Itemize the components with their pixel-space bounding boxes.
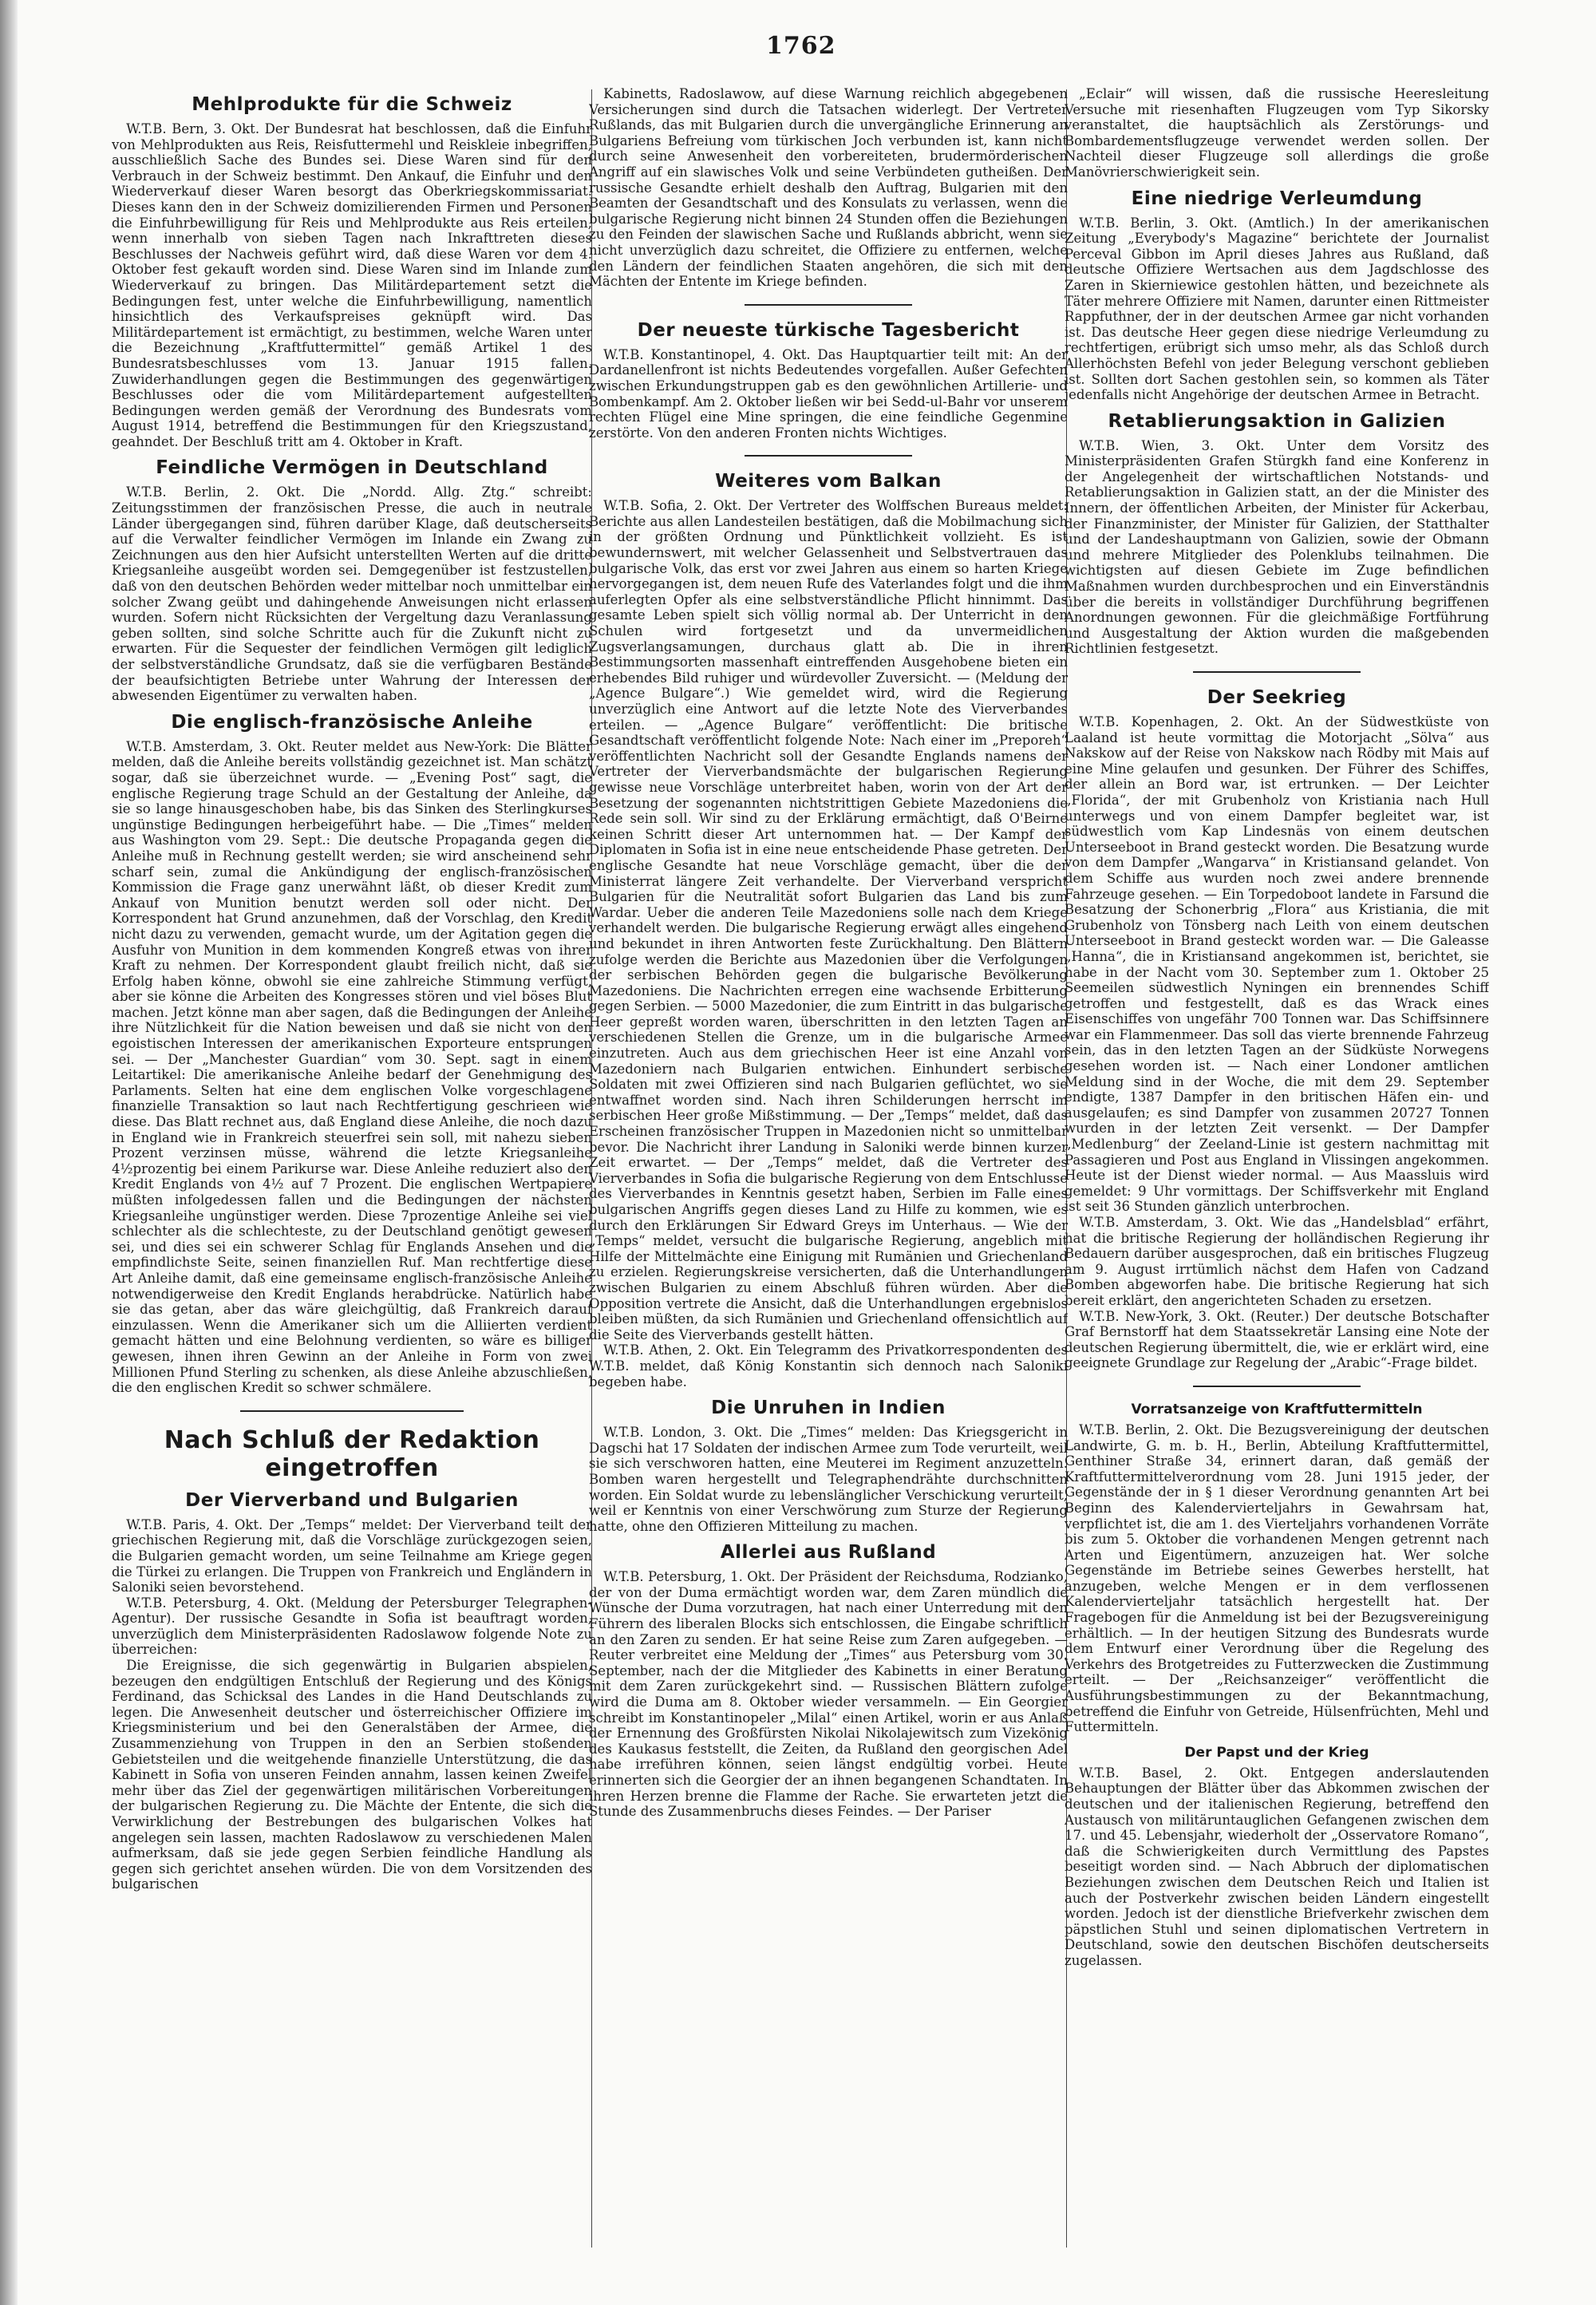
- article-kraftfuttermittel: [1065, 1402, 1489, 1735]
- article-title: Mehlprodukte für die Schweiz: [192, 94, 512, 115]
- article-body: W.T.B. Wien, 3. Okt. Unter dem Vorsitz des Ministerpräsidenten Grafen Stürgkh fand eine Konferenz in der Angelegenheit der wirtschaftlichen Notstands- und Retablierungsaktion in Galizien statt, an der die Minister des Innern, der öffentlichen Arbeiten, der Minister für Ackerbau, der Finanzminister, der Minister für Galizien, der Statthalter und der Landeshauptmann von Galizien, sowie der Obmann und mehrere Mitglieder des Polenklubs teilnahmen. Die wichtigsten auf diesen Gebiete im Zuge befindlichen Maßnahmen wurden durchbesprochen und ein Einverständnis über die bereits in vollständiger Durchführung begriffenen Anordnungen gewonnen. Für die gleichmäßige Fortführung und Ausgestaltung der Aktion wurden die maßgebenden Richtlinien festgesetzt.: [1065, 437, 1489, 657]
- scan-binding-edge: [0, 0, 18, 2305]
- article-body: W.T.B. Konstantinopel, 4. Okt. Das Hauptquartier teilt mit: An der Dardanellenfront ist nichts Bedeutendes vorgefallen. Außer Gefechten zwischen Erkundungstruppen gab es den gewöhnlichen Artillerie- und Bombenkampf. Am 2. Oktober ließen wir bei Sedd-ul-Bahr vor unserem rechten Flügel eine Mine springen, die eine feindliche Gegenmine zerstörte. Von den anderen Fronten nichts Wichtiges.: [589, 346, 1068, 441]
- column-3: [1065, 86, 1489, 2257]
- article-body: W.T.B. Berlin, 3. Okt. (Amtlich.) In der amerikanischen Zeitung „Everybody's Magazine“ berichtete der Journalist Perceval Gibbon im April dieses Jahres aus Rußland, daß deutsche Offiziere Wertsachen aus dem Jagdschlosse des Zaren in Skierniewice gestohlen hätten, und bezeichnete als Täter mehrere Offiziere mit Namen, darunter einen Rittmeister Rappfuthner, der in der deutschen Armee gar nicht vorhanden ist. Das deutsche Heer gegen diese niedrige Verleumdung zu rechtfertigen, erübrigt sich umso mehr, als das Schloß durch Allerhöchsten Befehl von jeder Belegung verschont geblieben ist. Sollten dort Sachen gestohlen sein, so kommen als Täter jedenfalls nicht Angehörige der deutschen Armee in Betracht.: [1065, 215, 1489, 403]
- article-body: W.T.B. London, 3. Okt. Die „Times“ melden: Das Kriegsgericht in Dagschi hat 17 Soldaten der indischen Armee zum Tode verurteilt, weil sie sich verschworen hatten, eine Meuterei im Regiment anzuzetteln. Bomben waren hergestellt und Telegraphendrähte durchschnitten worden. Ein Soldat wurde zu lebenslänglicher Verschickung verurteilt, weil er Kenntnis von einer Verschwörung zum Sturze der Regierung hatte, ohne den Offizieren Mitteilung zu machen.: [589, 1425, 1068, 1534]
- article-title: Eine niedrige Verleumdung: [1131, 188, 1423, 209]
- article-mehlprodukte: [112, 94, 592, 449]
- article-body: W.T.B. Athen, 2. Okt. Ein Telegramm des Privatkorrespondenten des W.T.B. meldet, daß König Konstantin sich dennoch nach Saloniki begeben habe.: [589, 1342, 1068, 1390]
- article-title: Vorratsanzeige von Kraftfuttermitteln: [1131, 1401, 1423, 1417]
- article-body: Kabinetts, Radoslawow, auf diese Warnung reichlich abgegebenen Versicherungen sind durch die Tatsachen widerlegt. Der Vertreter Rußlands, das mit Bulgarien durch die unvergängliche Erinnerung an Bulgariens Befreiung vom türkischen Joch verbunden ist, kann nicht durch seine Anwesenheit den vorbereiteten, brudermörderischen Angriff auf ein slawisches Volk und seine Verbündeten gutheißen. Der russische Gesandte erhielt deshalb den Auftrag, Bulgarien mit den Beamten der Gesandtschaft und des Konsulats zu verlassen, wenn die bulgarische Regierung nicht binnen 24 Stunden offen die Beziehungen zu den Feinden der slawischen Sache und Rußlands abbricht, wenn sie nicht unverzüglich dazu schreitet, die Offiziere zu entfernen, welche den Ländern der feindlichen Staaten angehören, die sich mit den Mächten der Entente im Kriege befinden.: [589, 86, 1068, 290]
- article-title: Der Vierverband und Bulgarien: [185, 1489, 519, 1511]
- article-balkan: [589, 471, 1068, 1390]
- article-title: Feindliche Vermögen in Deutschland: [156, 457, 548, 479]
- article-divider: [1193, 1386, 1361, 1387]
- article-body: W.T.B. Amsterdam, 3. Okt. Reuter meldet aus New-York: Die Blätter melden, daß die Anleihe bereits vollständig gezeichnet ist. Man schätzt sogar, daß sie überzeichnet wurde. — „Evening Post“ sagt, die englische Regierung trage Schuld an der Gestaltung der Anleihe, da sie so lange hinausgeschoben habe, bis das Sinken des Sterlingkurses ungünstige Bedingungen herbeigeführt habe. — Die „Times“ melden aus Washington vom 29. Sept.: Die deutsche Propaganda gegen die Anleihe muß in Rechnung gestellt werden; sie wird anscheinend sehr scharf sein, zumal die Ankündigung der englisch-französischen Kommission die Frage ganz unerwähnt läßt, ob dieser Kredit zum Ankauf von Munition benutzt werden soll oder nicht. Der Korrespondent hat Grund anzunehmen, daß der Vorschlag, den Kredit nicht dazu zu verwenden, gemacht wurde, um der Agitation gegen die Ausfuhr von Munition in dem kommenden Kongreß etwas von ihrer Kraft zu nehmen. Der Korrespondent glaubt freilich nicht, daß sie Erfolg haben könne, obwohl sie eine zahlreiche Stimmung verfügt, aber sie könne die Arbeiten des Kongresses stören und viel böses Blut machen. Jetzt könne man aber sagen, daß die Bedingungen der Anleihe ihre Nützlichkeit für die Nation beweisen und daß sie nicht von den egoistischen Interessen der amerikanischen Exporteure entsprungen sei. — Der „Manchester Guardian“ vom 30. Sept. sagt in einem Leitartikel: Die amerikanische Anleihe bedarf der Genehmigung des Parlaments. Selten hat eine dem englischen Volke vorgeschlagene finanzielle Transaktion so laut nach Rechtfertigung geschrieen wie diese. Das Blatt rechnet aus, daß England diese Anleihe, die noch dazu in England wie in Frankreich steuerfrei sein soll, mit nahezu sieben Prozent verzinsen müsse, während die letzte Kriegsanleihe 4½prozentig bei einem Parikurse war. Diese Anleihe reduziert also den Kredit Englands von 4½ auf 7 Prozent. Die englischen Wertpapiere müßten infolgedessen fallen und die Bedingungen der nächsten Kriegsanleihe ungünstiger werden. Diese 7prozentige Anleihe sei viel schlechter als die schlechteste, zu der Deutschland genötigt gewesen sei, und dies sei ein schwerer Schlag für Englands Ansehen und die empfindlichste Seite, seinen finanziellen Ruf. Man rechtfertige diese Art Anleihe damit, daß eine gemeinsame englisch-französische Anleihe notwendigerweise den Kredit Englands herabdrücke. Natürlich habe sie das getan, aber das wäre gleichgültig, daß Frankreich darauf einzulassen. Wenn die Amerikaner sich um die Alliierten verdient gemacht hätten und eine Belohnung verdienten, so wäre es billiger gewesen, ihnen ihren Gewinn an der Anleihe in Form von zwei Millionen Pfund Sterling zu schenken, als diese Anleihe abzuschließen, die den englischen Kredit so schwer schmälere.: [112, 738, 592, 1396]
- article-papst: [1065, 1745, 1489, 1969]
- article-title: Der neueste türkische Tagesbericht: [637, 319, 1020, 341]
- article-body: W.T.B. New-York, 3. Okt. (Reuter.) Der deutsche Botschafter Graf Bernstorff hat dem Staatssekretär Lansing eine Note der deutschen Regierung übermittelt, die, wie er erklärt wird, eine geeignete Grundlage zur Regelung der „Arabic“-Frage bildet.: [1065, 1308, 1489, 1371]
- article-body: Die Ereignisse, die sich gegenwärtig in Bulgarien abspielen, bezeugen den endgültigen Entschluß der Regierung und des Königs Ferdinand, das Schicksal des Landes in die Hand Deutschlands zu legen. Die Anwesenheit deutscher und österreichischer Offiziere im Kriegsministerium und bei den Generalstäben der Armee, die Zusammenziehung von Truppen in den an Serbien stoßenden Gebietsteilen und die weitgehende finanzielle Unterstützung, die das Kabinett in Sofia von unseren Feinden annahm, lassen keinen Zweifel mehr über das Ziel der gegenwärtigen militärischen Vorbereitungen der bulgarischen Regierung zu. Die Mächte der Entente, die sich die Verwirklichung der Bestrebungen des bulgarischen Volkes hat angelegen sein lassen, machten Radoslawow zu verschiedenen Malen aufmerksam, daß sie jede gegen Serbien feindliche Handlung als gegen sich gerichtet ansehen würden. Die von dem Vorsitzenden des bulgarischen: [112, 1658, 592, 1892]
- article-tuerkischer-bericht: [589, 320, 1068, 441]
- article-title: Der Papst und der Krieg: [1184, 1744, 1369, 1761]
- article-body: W.T.B. Petersburg, 1. Okt. Der Präsident der Reichsduma, Rodzianko, der von der Duma ermächtigt worden war, dem Zaren mündlich die Wünsche der Duma vorzutragen, hat nach einer Unterredung mit den Führern des liberalen Blocks sich entschlossen, die Eingabe schriftlich an den Zaren zu senden. Er hat seine Reise zum Zaren aufgegeben. — Reuter verbreitet eine Meldung der „Times“ aus Petersburg vom 30. September, nach der die Mitglieder des Kabinetts in einer Beratung mit dem Zaren zurückgekehrt sind. — Russischen Blättern zufolge wird die Duma am 8. Oktober wieder versammeln. — Ein Georgier schreibt im Konstantinopeler „Milal“ einen Artikel, worin er aus Anlaß der Ernennung des Großfürsten Nikolai Nikolajewitsch zum Vizekönig des Kaukasus feststellt, die Zeiten, da Rußland den georgischen Adel habe irreführen können, seien längst endgültig vorbei. Heute erinnerten sich die Georgier der an ihnen begangenen Schandtaten. In ihren Herzen brenne die Flamme der Rache. Sie erwarteten jetzt die Stunde des Zusammenbruchs dieses Feindes. — Der Pariser: [589, 1569, 1068, 1820]
- article-body: W.T.B. Sofia, 2. Okt. Der Vertreter des Wolffschen Bureaus meldet: Berichte aus allen Landesteilen bestätigen, daß die Mobilmachung sich in der größten Ordnung und Pünktlichkeit vollzieht. Es ist bewundernswert, mit welcher Gelassenheit und Selbstvertrauen das bulgarische Volk, das erst vor zwei Jahren aus einem so harten Kriege hervorgegangen ist, dem neuen Rufe des Vaterlandes folgt und die ihm auferlegten Opfer als eine selbstverständliche Pflicht hinnimmt. Das gesamte Leben spielt sich völlig normal ab. Der Unterricht in den Schulen wird fortgesetzt und da unvermeidlichen Zugsverlangsamungen, durchaus glatt ab. Die in ihren Bestimmungsorten massenhaft eintreffenden Ausgehobene bieten ein erhebendes Bild ruhiger und würdevoller Zuversicht. — (Meldung der „Agence Bulgare“.) Wie gemeldet wird, wird die Regierung unverzüglich eine Antwort auf die letzte Note des Vierverbandes erteilen. — „Agence Bulgare“ veröffentlicht: Die britische Gesandtschaft veröffentlicht folgende Note: Nach einer im „Preporeh“ veröffentlichten Nachricht soll der Gesandte Englands namens der Vertreter der Vierverbandsmächte der bulgarischen Regierung gewisse neue Vorschläge unterbreitet haben, worin von der Art der Besetzung der sogenannten nichtstrittigen Gebiete Mazedoniens die Rede sein soll. Wir sind zu der Erklärung ermächtigt, daß O'Beirne keinen Schritt dieser Art unternommen hat. — Der Kampf der Diplomaten in Sofia ist in eine neue entscheidende Phase getreten. Der englische Gesandte hat neue Vorschläge gemacht, über die der Ministerrat längere Zeit verhandelte. Der Vierverband verspricht Bulgarien für die Neutralität sofort Bulgarien das Land bis zum Wardar. Ueber die anderen Teile Mazedoniens solle nach dem Kriege verhandelt werden. Die bulgarische Regierung erwägt alles eingehend und bekundet in ihren Antworten feste Zurückhaltung. Den Blättern zufolge werden die Berichte aus Mazedonien über die Verfolgungen der serbischen Behörden gegen die bulgarische Bevölkerung Mazedoniens. Die Nachrichten erregen eine wachsende Erbitterung gegen Serbien. — 5000 Mazedonier, die zum Eintritt in das bulgarische Heer gepreßt worden waren, überschritten in den letzten Tagen an verschiedenen Stellen die Grenze, um in die bulgarische Armee einzutreten. Auch aus dem griechischen Heer ist eine Anzahl von Mazedoniern nach Bulgarien entwichen. Einhundert serbische Soldaten mit zwei Offizieren sind nach Bulgarien geflüchtet, wo sie entwaffnet worden sind. Nach ihren Schilderungen herrscht im serbischen Heer große Mißstimmung. — Der „Temps“ meldet, daß das Erscheinen französischer Truppen in Mazedonien nicht so unmittelbar bevor. Die Nachricht ihrer Landung in Saloniki werde binnen kurzer Zeit erwartet. — Der „Temps“ meldet, daß die Vertreter des Vierverbandes in Sofia die bulgarische Regierung von dem Entschlusse des Vierverbandes in Kenntnis gesetzt haben, Serbien im Falle eines bulgarischen Angriffs gegen dieses Land zu Hilfe zu kommen, wie es durch den Erklärungen Sir Edward Greys im Unterhaus. — Wie der „Temps“ meldet, versucht die bulgarische Regierung, angeblich mit Hilfe der Mittelmächte eine Einigung mit Rumänien und Griechenland zu erzielen. Regierungskreise versicherten, daß die Unterhandlungen zwischen Bulgarien zu einem Abschluß führen würden. Aber die Opposition vertrete die Ansicht, daß die Unterhandlungen ergebnislos bleiben müßten, da sich Rumänien und Griechenland offensichtlich auf die Seite des Vierverbands gestellt hätten.: [589, 498, 1068, 1342]
- article-body: „Eclair“ will wissen, daß die russische Heeresleitung Versuche mit riesenhaften Flugzeugen vom Typ Sikorsky veranstaltet, die hauptsächlich als Zerstörungs- und Bombardementsflugzeuge verwendet werden sollen. Der Nachteil dieser Flugzeuge soll allerdings die große Manövrierschwierigkeit sein.: [1065, 86, 1489, 180]
- article-indien: [589, 1398, 1068, 1534]
- article-seekrieg: [1065, 687, 1489, 1371]
- article-divider: [1193, 671, 1361, 673]
- column-2: [589, 86, 1068, 2257]
- article-body: W.T.B. Amsterdam, 3. Okt. Wie das „Handelsblad“ erfährt, hat die britische Regierung der holländischen Regierung ihr Bedauern darüber ausgesprochen, daß ein britisches Flugzeug am 9. August irrtümlich nächst dem Hafen von Cadzand Bomben abgeworfen habe. Die britische Regierung hat sich bereit erklärt, den angerichteten Schaden zu ersetzen.: [1065, 1215, 1489, 1308]
- column-1: [112, 86, 592, 2257]
- article-divider: [745, 304, 912, 306]
- article-divider: [745, 455, 912, 457]
- article-galizien: [1065, 411, 1489, 657]
- article-vierverband-bulgarien: [112, 1490, 592, 1892]
- article-title: Die Unruhen in Indien: [711, 1398, 946, 1419]
- article-anleihe: [112, 712, 592, 1396]
- article-title: Weiteres vom Balkan: [715, 471, 942, 492]
- article-verleumdung: [1065, 188, 1489, 403]
- page-number: 1762: [766, 32, 836, 60]
- article-russland: [589, 1542, 1068, 1820]
- article-title: Der Seekrieg: [1207, 687, 1347, 708]
- section-divider: [240, 1410, 464, 1412]
- article-title: Allerlei aus Rußland: [720, 1542, 937, 1564]
- article-feindliche-vermoegen: [112, 457, 592, 703]
- article-body: W.T.B. Bern, 3. Okt. Der Bundesrat hat beschlossen, daß die Einfuhr von Mehlprodukten aus Reis, Reisfuttermehl und Reiskleie inbegriffen, ausschließlich Sache des Bundes sei. Diese Waren sind für den Verbrauch in der Schweiz bestimmt. Den Ankauf, die Einfuhr und den Wiederverkauf dieser Waren besorgt das Oberkriegskommissariat. Dieses kann den in der Schweiz domizilierenden Firmen und Personen die Einfuhrbewilligung für Reis und Mehlprodukte aus Reis erteilen, wenn innerhalb von sieben Tagen nach Inkrafttreten dieses Beschlusses der Nachweis geführt wird, daß diese Waren vor dem 4. Oktober fest gekauft worden sind. Diese Waren sind im Inlande zum Wiederverkauf zu bringen. Das Militärdepartement setzt die Bedingungen fest, unter welche die Einfuhrbewilligung, namentlich hinsichtlich des Verkaufspreises geknüpft wird. Das Militärdepartement ist ermächtigt, zu bestimmen, welche Waren unter die Bezeichnung „Kraftfuttermittel“ gemäß Artikel 1 des Bundesratsbeschlusses vom 13. Januar 1915 fallen. Zuwiderhandlungen gegen die Bestimmungen des gegenwärtigen Beschlusses oder die vom Militärdepartement aufgestellten Bedingungen werden gemäß der Verordnung des Bundesrats vom August 1914, betreffend die Bestimmungen für den Kriegszustand, geahndet. Der Beschluß tritt am 4. Oktober in Kraft.: [112, 121, 592, 449]
- article-body: W.T.B. Basel, 2. Okt. Entgegen anderslautenden Behauptungen der Blätter über das Abkommen zwischen der deutschen und der italienischen Regierung, betreffend den Austausch von militäruntauglichen Gefangenen zwischen dem 17. und 45. Lebensjahr, wiederholt der „Osservatore Romano“, daß die Schwierigkeiten durch Vermittlung des Papstes beseitigt worden sind. — Nach Abbruch der diplomatischen Beziehungen zwischen dem Deutschen Reich und Italien ist auch der Postverkehr zwischen beiden Ländern eingestellt worden. Jedoch ist der dienstliche Briefverkehr zwischen dem päpstlichen Stuhl und seinen diplomatischen Vertretern in Deutschland, sowie den deutschen Bischöfen deutscherseits zugelassen.: [1065, 1765, 1489, 1968]
- article-body: W.T.B. Paris, 4. Okt. Der „Temps“ meldet: Der Vierverband teilt der griechischen Regierung mit, daß die Vorschläge zurückgezogen seien, die Bulgarien gemacht worden, um seine Teilnahme am Kriege gegen die Türkei zu erlangen. Die Truppen von Frankreich und Engländern in Saloniki seien bevorstehend.: [112, 1516, 592, 1595]
- article-title: Retablierungsaktion in Galizien: [1108, 410, 1446, 432]
- article-body: W.T.B. Petersburg, 4. Okt. (Meldung der Petersburger Telegraphen-Agentur). Der russische Gesandte in Sofia ist beauftragt worden, unverzüglich dem Ministerpräsidenten Radoslawow folgende Note zu überreichen:: [112, 1595, 592, 1658]
- article-body: W.T.B. Berlin, 2. Okt. Die Bezugsvereinigung der deutschen Landwirte, G. m. b. H., Berlin, Abteilung Kraftfuttermittel, Genthiner Straße 34, erinnert daran, daß gemäß der Kraftfuttermittelverordnung vom 28. Juni 1915 jeder, der Gegenstände der in § 1 dieser Verordnung genannten Art bei Beginn des Kalendervierteljahrs in Gewahrsam hat, verpflichtet ist, die am 1. des Vierteljahrs vorhandenen Vorräte bis zum 5. Oktober die vorhandenen Mengen getrennt nach Arten und Eigentümern, anzuzeigen hat. Wer solche Gegenstände im Betriebe seines Gewerbes herstellt, hat anzugeben, welche Mengen er in dem verflossenen Kalendervierteljahr tatsächlich hergestellt hat. Der Fragebogen für die Anmeldung ist bei der Bezugsvereinigung erhältlich. — In der heutigen Sitzung des Bundesrats wurde dem Entwurf einer Verordnung über die Regelung des Verkehrs des Brotgetreides zu Futterzwecken die Zustimmung erteilt. — Der „Reichsanzeiger“ veröffentlicht die Ausführungsbestimmungen zu der Bekanntmachung, betreffend die Einfuhr von Getreide, Hülsenfrüchten, Mehl und Futtermitteln.: [1065, 1421, 1489, 1735]
- article-body: W.T.B. Kopenhagen, 2. Okt. An der Südwestküste von Laaland ist heute vormittag die Motorjacht „Sölva“ aus Nakskow auf der Reise von Nakskow nach Rödby mit Mais auf eine Mine gelaufen und gesunken. Der Führer des Schiffes, der allein an Bord war, ist ertrunken. — Der Leichter „Florida“, der mit Grubenholz von Kristiania nach Hull unterwegs und von einem Dampfer begleitet war, ist südwestlich vom Kap Lindesnäs von einem deutschen Unterseeboot in Brand gesteckt worden. Die Besatzung wurde von dem Dampfer „Wangarva“ in Kristiansand gelandet. Von dem Schiffe aus wurden noch zwei andere brennende Fahrzeuge gesehen. — Ein Torpedoboot landete in Farsund die Besatzung der Schonerbrig „Flora“ aus Kristiania, die mit Grubenholz von Tönsberg nach Leith von einem deutschen Unterseeboot in Brand gesteckt worden war. — Die Galeasse „Hanna“, die in Kristiansand angekommen ist, berichtet, sie habe in der Nacht vom 30. September zum 1. Oktober 25 Seemeilen südwestlich Nyningen ein brennendes Schiff getroffen und festgestellt, daß es das Wrack eines Eisenschiffes von ungefähr 700 Tonnen war. Das Schiffsinnere war ein Flammenmeer. Das soll das vierte brennende Fahrzeug sein, das in den letzten Tagen an der Südküste Norwegens gesehen worden ist. — Nach einer Londoner amtlichen Meldung sind in der Woche, die mit dem 29. September endigte, 1387 Dampfer in den britischen Häfen ein- und ausgelaufen; es sind Dampfer von zusammen 20727 Tonnen wurden in der letzten Zeit versenkt. — Der Dampfer „Medlenburg“ der Zeeland-Linie ist gestern nachmittag mit Passagieren und Post aus England in Vlissingen angekommen. Heute ist der Dienst wieder normal. — Aus Maassluis wird gemeldet: 9 Uhr vormittags. Der Schiffsverkehr mit England ist seit 36 Stunden gänzlich unterbrochen.: [1065, 714, 1489, 1215]
- article-continuation: [589, 86, 1068, 290]
- section-headline: Nach Schluß der Redaktion eingetroffen: [164, 1425, 540, 1482]
- article-continuation: [1065, 86, 1489, 180]
- article-title: Die englisch-französische Anleihe: [171, 711, 533, 733]
- article-body: W.T.B. Berlin, 2. Okt. Die „Nordd. Allg. Ztg.“ schreibt: Zeitungsstimmen der französischen Presse, die auch in neutrale Länder übergegangen sind, führen darüber Klage, daß deutscherseits auf die Verwalter feindlicher Vermögen im Inlande ein Zwang zu Zeichnungen aus den hier Aufsicht unterstellten Werten auf die dritte Kriegsanleihe ausgeübt worden sei. Demgegenüber ist festzustellen, daß von den deutschen Behörden weder mittelbar noch unmittelbar ein solcher Zwang geübt und dahingehende Anweisungen nicht erlassen wurden. Sofern nicht Rücksichten der Vergeltung dazu Veranlassung geben sollten, sind solche Schritte auch für die Zukunft nicht zu erwarten. Für die Sequester der feindlichen Vermögen gilt lediglich der selbstverständliche Grundsatz, daß sie die verfügbaren Bestände der beaufsichtigten Betriebe unter Wahrung der Interessen der abwesenden Eigentümer zu verwalten haben.: [112, 484, 592, 704]
